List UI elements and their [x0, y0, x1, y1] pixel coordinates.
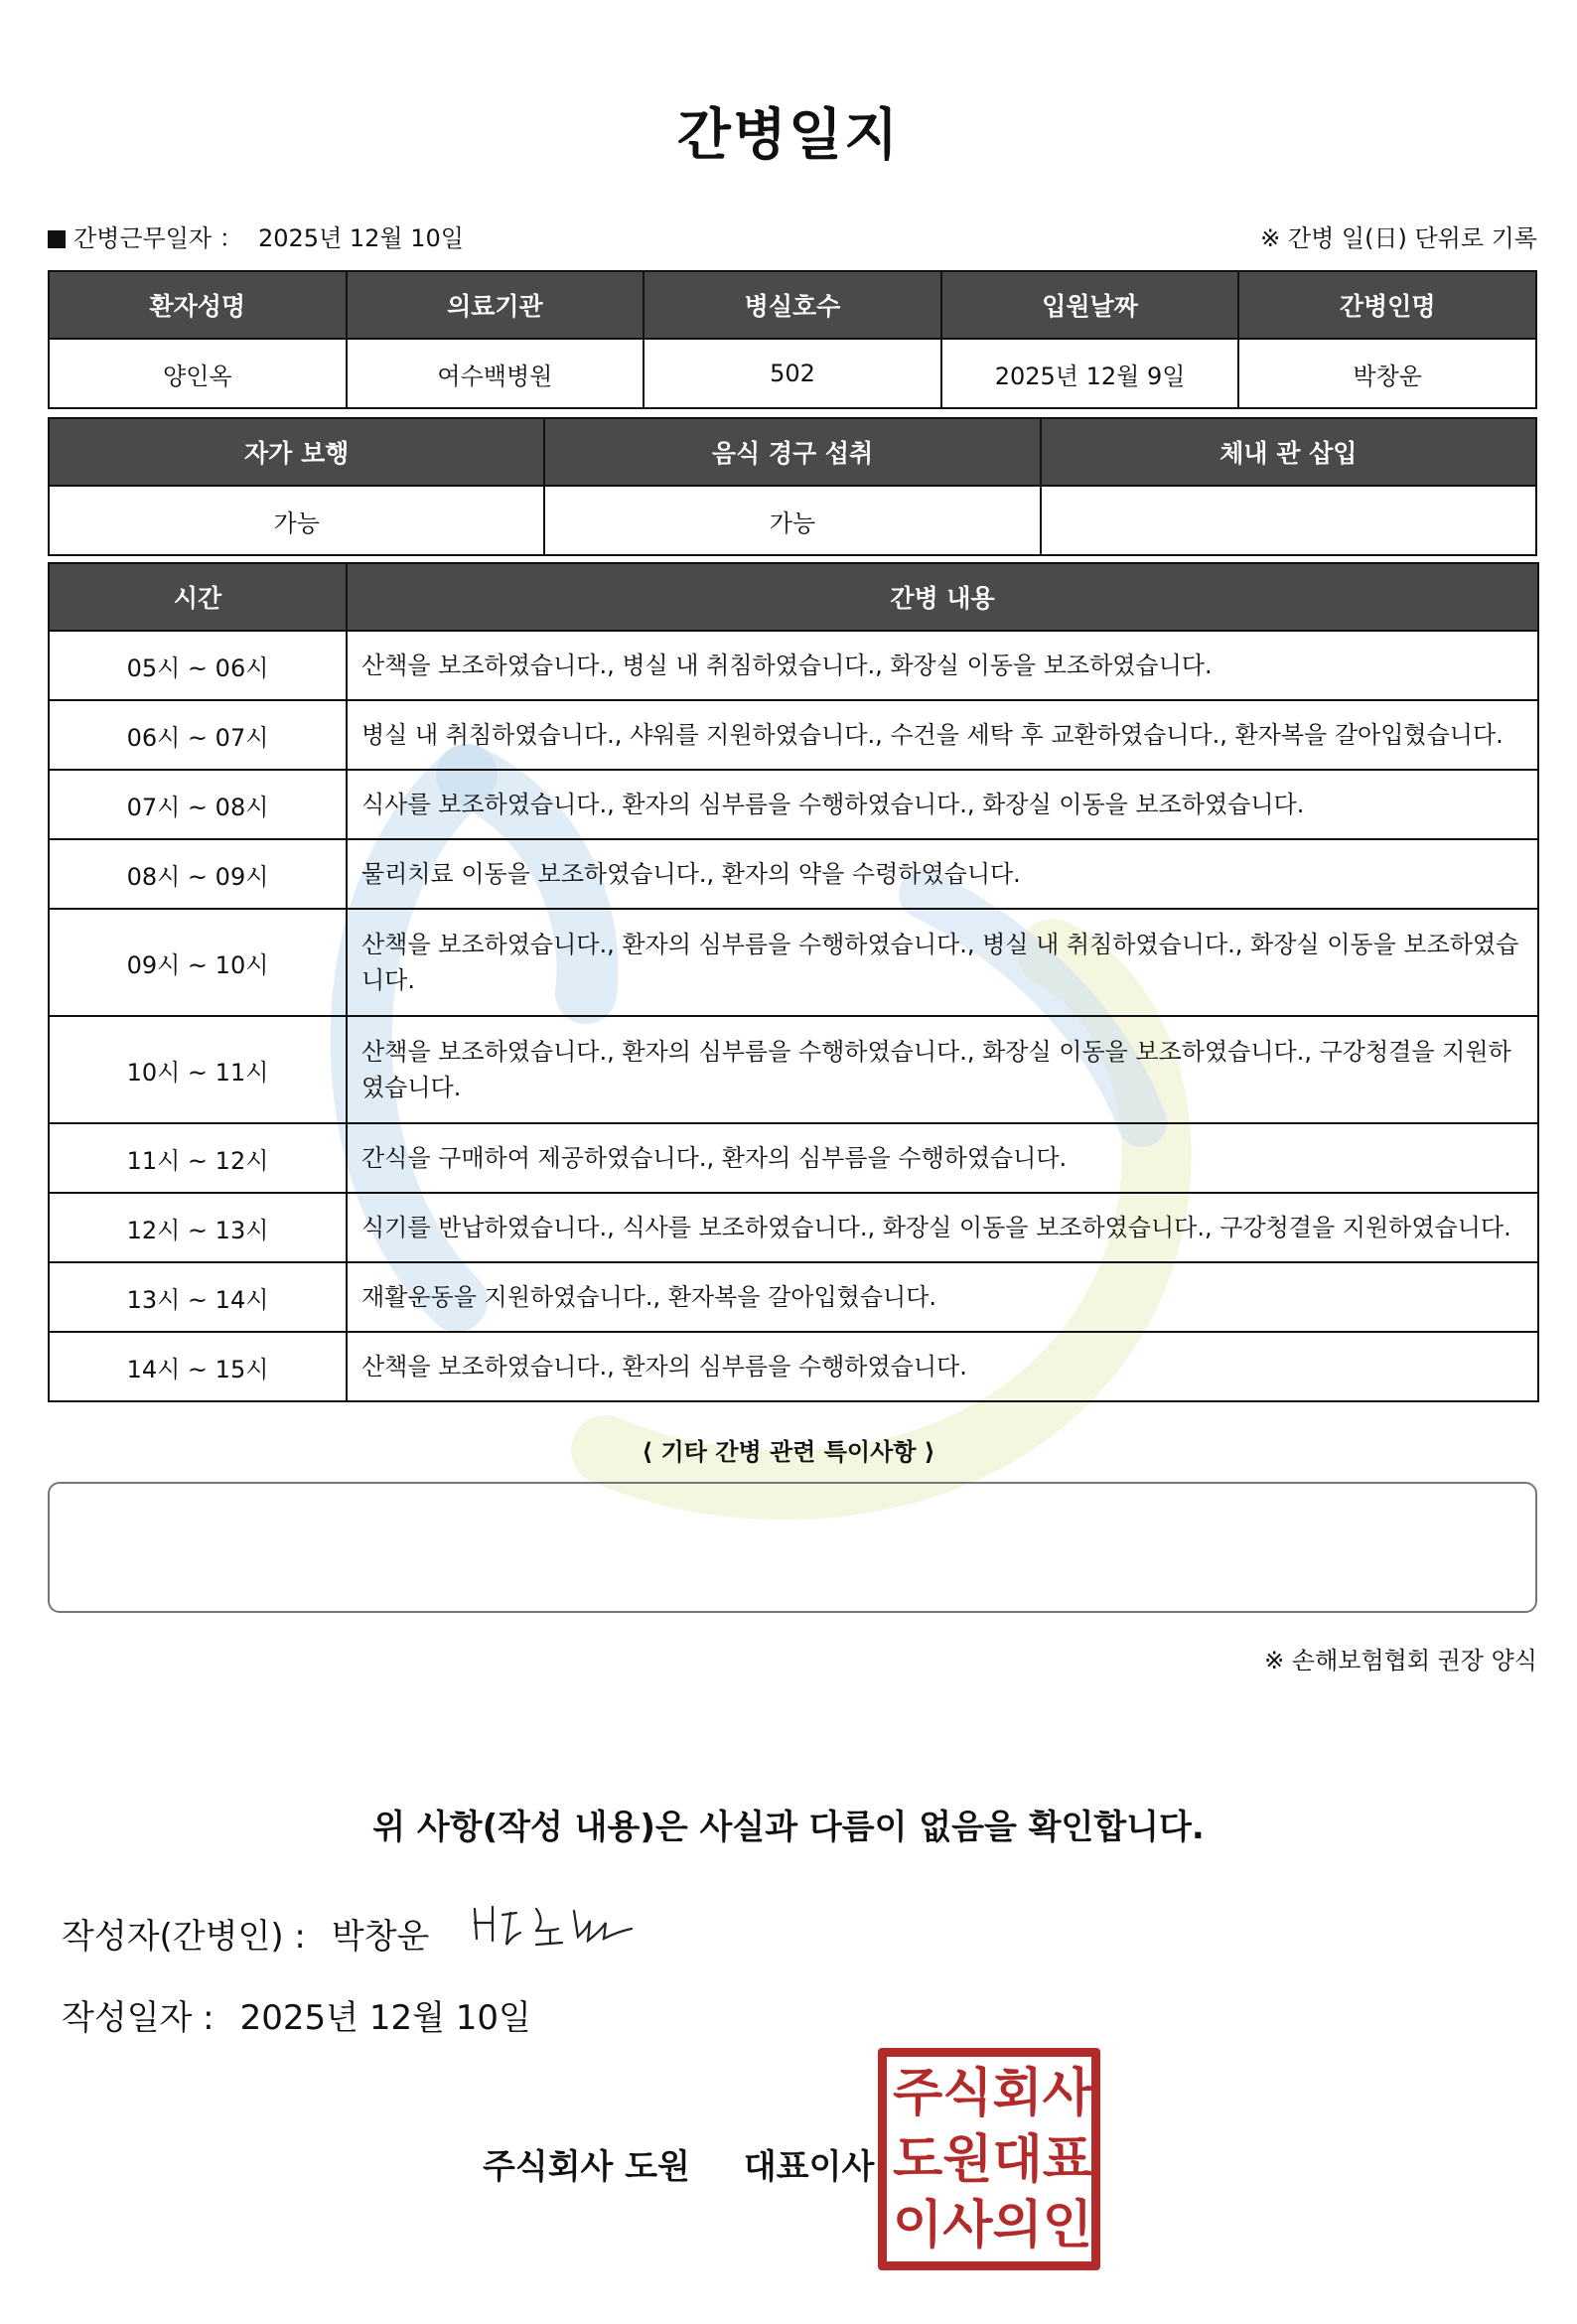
seal-char: 도 [893, 2129, 943, 2190]
patient-value-row [49, 339, 1536, 408]
patient-status-table [48, 417, 1537, 556]
written-date-value: 2025년 12월 10일 [239, 1998, 531, 2038]
header-hospital: 의료기관 [347, 271, 645, 339]
log-content: 산책을 보조하였습니다., 병실 내 취침하였습니다., 화장실 이동을 보조하였습니다. [347, 631, 1538, 700]
log-content: 물리치료 이동을 보조하였습니다., 환자의 약을 수령하였습니다. [347, 839, 1538, 909]
admission-date: 2025년 12월 9일 [941, 339, 1239, 408]
seal-char: 이 [893, 2196, 943, 2256]
seal-char: 표 [1042, 2129, 1092, 2190]
square-bullet-icon [48, 230, 66, 248]
log-time: 07시 ~ 08시 [49, 770, 347, 839]
company-line [483, 2139, 874, 2188]
confirmation-statement: 위 사항(작성 내용)은 사실과 다름이 없음을 확인합니다. [372, 1808, 1205, 1847]
seal-char: 회 [992, 2064, 1043, 2123]
header-time: 시간 [49, 563, 347, 631]
log-time: 12시 ~ 13시 [49, 1193, 347, 1262]
log-content: 병실 내 취침하였습니다., 샤워를 지원하였습니다., 수건을 세탁 후 교환하였습니다., 환자복을 갈아입혔습니다. [347, 700, 1538, 770]
log-time: 06시 ~ 07시 [49, 700, 347, 770]
header-caregiver-name: 간병인명 [1238, 271, 1536, 339]
table-row [49, 700, 1538, 770]
caregiver-name: 박창운 [1238, 339, 1536, 408]
header-oral-intake: 음식 경구 섭취 [544, 418, 1040, 486]
seal-char: 대 [992, 2129, 1043, 2190]
seal-char: 의 [992, 2196, 1043, 2256]
log-content: 산책을 보조하였습니다., 환자의 심부름을 수행하였습니다. [347, 1332, 1538, 1401]
notes-title: ⟨ 기타 간병 관련 특이사항 ⟩ [642, 1438, 935, 1466]
log-header-row [49, 563, 1538, 631]
seal-char: 사 [942, 2196, 993, 2256]
writer-line [62, 1909, 429, 1958]
table-row [49, 1016, 1538, 1123]
header-room: 병실호수 [644, 271, 941, 339]
table-row [49, 770, 1538, 839]
log-time: 13시 ~ 14시 [49, 1262, 347, 1332]
log-content: 식사를 보조하였습니다., 환자의 심부름을 수행하였습니다., 화장실 이동을 보조하였습니다. [347, 770, 1538, 839]
log-time: 11시 ~ 12시 [49, 1123, 347, 1193]
work-date-line [48, 218, 464, 253]
hospital: 여수백병원 [347, 339, 645, 408]
seal-characters [893, 2061, 1092, 2259]
unit-note: ※ 간병 일(日) 단위로 기록 [1260, 224, 1537, 252]
seal-char: 주 [893, 2064, 943, 2123]
log-time: 10시 ~ 11시 [49, 1016, 347, 1123]
log-content: 식기를 반납하였습니다., 식사를 보조하였습니다., 화장실 이동을 보조하였습니다., 구강청결을 지원하였습니다. [347, 1193, 1538, 1262]
recommendation-note: ※ 손해보험협회 권장 양식 [1264, 1647, 1537, 1674]
oral-intake-value: 가능 [544, 486, 1040, 555]
log-time: 08시 ~ 09시 [49, 839, 347, 909]
table-row [49, 631, 1538, 700]
seal-char: 사 [1042, 2064, 1092, 2123]
seal-char: 원 [942, 2129, 993, 2190]
header-tube-insertion: 체내 관 삽입 [1041, 418, 1536, 486]
status-header-row [49, 418, 1536, 486]
writer-name: 박창운 [331, 1917, 430, 1957]
table-row [49, 1123, 1538, 1193]
work-date-value: 2025년 12월 10일 [258, 224, 464, 252]
handwritten-signature [467, 1887, 645, 1966]
room-number: 502 [644, 339, 941, 408]
header-care-content: 간병 내용 [347, 563, 1538, 631]
table-row [49, 909, 1538, 1016]
tube-insertion-value [1041, 486, 1536, 555]
company-seal-stamp [878, 2048, 1100, 2270]
care-log-table [48, 562, 1539, 1402]
patient-header-row [49, 271, 1536, 339]
notes-box [48, 1482, 1537, 1613]
log-time: 14시 ~ 15시 [49, 1332, 347, 1401]
table-row [49, 839, 1538, 909]
status-value-row [49, 486, 1536, 555]
written-date-label: 작성일자 : [62, 1998, 215, 2038]
patient-info-table [48, 270, 1537, 409]
writer-label: 작성자(간병인) : [62, 1917, 306, 1957]
log-content: 간식을 구매하여 제공하였습니다., 환자의 심부름을 수행하였습니다. [347, 1123, 1538, 1193]
seal-char: 인 [1042, 2196, 1092, 2256]
log-time: 05시 ~ 06시 [49, 631, 347, 700]
company-name: 주식회사 도원 [483, 2147, 690, 2187]
work-date-label: 간병근무일자 ： [73, 224, 243, 252]
log-time: 09시 ~ 10시 [49, 909, 347, 1016]
page-title: 간병일지 [676, 103, 901, 168]
self-walking-value: 가능 [49, 486, 544, 555]
table-row [49, 1262, 1538, 1332]
company-title: 대표이사 [743, 2147, 875, 2187]
log-content: 산책을 보조하였습니다., 환자의 심부름을 수행하였습니다., 화장실 이동을 보조하였습니다., 구강청결을 지원하였습니다. [347, 1016, 1538, 1123]
seal-char: 식 [942, 2064, 993, 2123]
written-date-line [62, 1990, 531, 2039]
header-admission-date: 입원날짜 [941, 271, 1239, 339]
table-row [49, 1193, 1538, 1262]
header-self-walking: 자가 보행 [49, 418, 544, 486]
log-content: 재활운동을 지원하였습니다., 환자복을 갈아입혔습니다. [347, 1262, 1538, 1332]
patient-name: 양인옥 [49, 339, 347, 408]
table-row [49, 1332, 1538, 1401]
log-content: 산책을 보조하였습니다., 환자의 심부름을 수행하였습니다., 병실 내 취침하였습니다., 화장실 이동을 보조하였습니다. [347, 909, 1538, 1016]
header-patient-name: 환자성명 [49, 271, 347, 339]
